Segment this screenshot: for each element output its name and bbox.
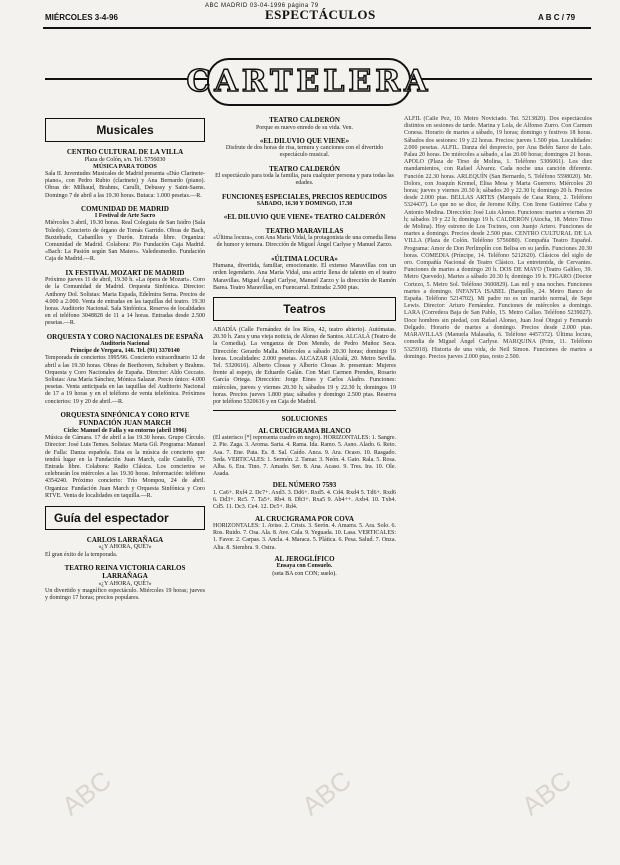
entry-title: TEATRO REINA VICTORIA CARLOS LARRAÑAGA [64,563,186,581]
entry-subtitle: MÚSICA PARA TODOS [93,163,157,170]
watermark-abc: ABC [516,764,577,822]
listing-entry [213,193,396,209]
entry-body: Porque es nuevo enredo de su vida. Ven. [255,124,354,131]
musicales-heading: Musicales [45,118,205,142]
entry-title: TEATRO CALDERÓN [269,116,340,124]
listing-entry [45,536,205,559]
entry-body: Sala II. Juventudes Musicales de Madrid presenta «Dúo Clarinete-piano», con Pedro Rubio (clarinete) y Ana Bernardo (piano). Obras de: Milhaud, Brahms, Carulli, Debussy y Saint-Saens. Domingo 7 de abril a las 19.30 horas. Butaca: 1.000 pesetas.—R. [45,170,205,199]
entry-body: «Última locura», con Ana María Vidal, la protagonista de una comedia llena de humor y ternura. Dirección de Miguel Ángel Carlyse y Manuel Zarzo. [213,235,396,249]
divider [213,410,396,411]
jeroglifico-heading: AL JEROGLÍFICO [274,554,335,563]
theatre-listings: ALFIL (Calle Pez, 10. Metro Noviciado. Tel. 5213820). Dos espectáculos distintos en sesiones de tarde. Marina y Lola, de Alfonso Zurro. Con Carmen Conesa. Horario de martes a sábado, 19 horas; domingo y festivos 18 horas. Sábados dos sesiones: 19 y 22 horas. Precios: jueves 1.500 ptas. Localidades: 2.000 pesetas. ALFIL. Danza del desprecio, por Ana Belén Sarce de Lalo. Palau 20 horas. De miércoles a sábado, a las 20.00 horas; domingos 21 horas. APOLO (Plaza de Tirso de Molina, 1. Teléfono 5306061). Los diez mandamientos, con Rafael Álvarez. Cada noche una canción diferente. Función 22.30 horas. ARLEQUÍN (San Bernardo, 5. Teléfono 5598020). Mr. Dolors, con Joaquín Kremel, Elisa Mesa y Marta Guerrero. Miércoles 20 horas; jueves y viernes 20.30 h; sábados 20 y 22.30 h; domingo 20 h. Precios desde 2.000 ptas. BELLAS ARTES (Marqués de Casa Riera, 2. Teléfono 5324437). Lo que no se dice, de Jerome Kilty. Con Irene Gutiérrez Caba y Antonio Medina. Dirección: José Luis Alonso. Funciones: martes a viernes 20 h; sábados 19 y 22 h; domingo 19 h. CALDERÓN (Atocha, 18. Metro Tirso de Molina). Hoy estreno de Los Tocinos, con Juanjo Artero. Funciones de martes a domingo. Precios desde 2.500 ptas. CENTRO CULTURAL DE LA VILLA (Plaza de Colón. Teléfono 5756080). Compañía Teatro Español. Programa: Amor de Don Perlimplín con Belisa en su jardín. Funciones 20.30 horas. COMEDIA (Príncipe, 14. Teléfono 5212620). Clásicos del siglo de oro. Compañía Nacional de Teatro Clásico. La entretenida, de Cervantes. Funciones de martes a domingo 20 h. DOS DE MAYO (Teatro Galileo, 39. Metro Quevedo). Martes a sábado 20.30 h; domingo 19 h. FIGARO (Doctor Cortezo, 5. Metro Sol. Teléfono 3600829). Las mil y una noches. Funciones martes a domingo. INFANTA ISABEL (Barquillo, 24. Metro Banco de España. Teléfono 5214702). Mi padre no es un marido normal, de Sepe Lewis. Director: Arturo Fernández. Funciones de miércoles a domingo. LARA (Corredera Baja de San Pablo, 15. Metro Callao. Teléfono 5239027). Doce hombres sin piedad, con Rafael Alonso, Juan José Otegui y Fernando Delgado. Horario de martes a domingo. Precios desde 2.000 ptas. MARAVILLAS (Manuela Malasaña, 6. Teléfono 4457372). Última locura, comedia de Miguel Ángel Carlyse. MARQUINA (Prim, 11. Teléfono 5325918). Historia de una vida, de Neil Simon. Funciones de martes a domingo. Precios jueves 2.000 ptas, resto 2.500. [404,116,592,360]
banner-rule-left [45,78,207,80]
banner-rule-right [407,78,592,80]
banner-title: CARTELERA [186,64,432,100]
cartelera-banner [186,58,432,106]
teatros-listings: ABADÍA (Calle Fernández de los Ríos, 42, teatro abierto). Autómatas. 20.30 h. Zara y una vieja noticia, de Alonso de Santos. ALCALÁ (Teatro de la Comedia). La venganza de Don Mendo, de Pedro Muñoz Seca. Dirección: Gerardo Malla. Miércoles a sábado 20.30 horas; domingo 19 horas. Localidades: 2.000 pesetas. ALCAZAR (Alcalá, 20. Metro Sevilla. Tel. 5320616). Alberto Closas y Alberto Closas Jr. presentan: Mujeres frente al espejo, de Eduardo Galán. Con Mari Carmen Prendes, Rosario García Ortega. Dirección: Jorge Eines y Carlos Aladro. Funciones: miércoles, jueves y viernes 20.30 h; sábados 19 y 22.30 h; domingos 19 horas. Precios jueves 1.800 ptas; sábados y domingo 2.500 ptas. Reserva por teléfono 5320616 y en Caja de Madrid. [213,326,396,405]
entry-title: TEATRO CALDERÓN [269,164,340,173]
entry-body: Temporada de conciertos 1995/96. Concierto extraordinario 12 de abril a las 19.30 horas. Obras de Beethoven, Schubert y Brahms. Orquesta y Coro Nacionales de España. Director: Aldo Ceccato. Solistas: Ana María Sánchez, Mónica Salazar. Precio único: 4.000 pesetas. Venta anticipada en las taquillas del Auditorio Nacional de 17 a 19 horas y en el teléfono de venta telefónica. Próximos conciertos: 19 y 20 de abril.—R. [45,355,205,405]
jeroglifico-answer: Ensaya con Consuelo. [276,563,333,570]
entry-subtitle: Ciclo: Manuel de Falla y su entorno (abril 1996) [63,427,187,434]
listing-entry [213,165,396,188]
numero-text: 1. Ca6+. Rxf4 2. Dc7+. Axd3. 3. Dd6+. Rxd5. 4. Cd4. Rxd4 5. Td6+. Rxd6 6. Dd3+. Rc5. 7. Ta5+. Rb4. 8. Db3+. Rxa5 9. Ab4++. Axb4. 10. Txb4. Cd5. 11. Dc3. Ce4. 12. Dc5+. Rd4. [213,489,396,511]
numero-heading: DEL NÚMERO 7593 [272,481,337,490]
column-teatros [213,116,396,854]
listing-entry [213,116,396,132]
listing-entry [45,148,205,200]
page-date: MIÉRCOLES 3-4-96 [45,13,118,22]
page-header [0,0,620,28]
entry-subtitle: Príncipe de Vergara, 146. Tel. (91) 3370140 [70,348,180,355]
entry-title: ORQUESTA Y CORO NACIONALES DE ESPAÑA [46,332,204,341]
entry-title: ORQUESTA SINFÓNICA Y CORO RTVE FUNDACIÓN JUAN MARCH [60,410,190,428]
entry-body: Humana, divertida, familiar, emocionante. El extenso Maravillas con un orden legendario. Ana María Vidal, una actriz llena de talento en el teatro Maravillas. Miguel Ángel Carlyse, Manuel Zarzo y la dirección de Ramón Barea. Teatro Maravillas, en Fuencarral. Entrada: 2.500 ptas. [213,263,396,291]
teatros-heading: Teatros [213,297,396,321]
entry-title: TEATRO MARAVILLAS [265,226,344,235]
entry-title: CENTRO CULTURAL DE LA VILLA [66,148,184,156]
listing-entry [213,227,396,250]
entry-subtitle: Auditorio Nacional [100,341,150,348]
entry-subtitle: «¿Y AHORA, QUÉ?» [98,580,152,587]
entry-body: Próximo jueves 11 de abril, 19.30 h. «La ópera de Mozart». Coro de la Comunidad de Madrid. Orquesta Sinfónica. Director: Anthony Dol. Solistas: Maria Espada, Edelmira Serna. Precios de 4.000 a 2.000. Venta de entradas en las taquillas del teatro. 19.30 horas. Auditorio Nacional. Sala Sinfónica. Reserva de localidades en el teléfono 3048828 de 11 a 14 horas. Entradas desde 2.500 pesetas.—R. [45,277,205,327]
soluciones-heading: SOLUCIONES [281,415,328,424]
entry-title: COMUNIDAD DE MADRID [81,204,169,213]
listing-entry [213,213,396,222]
entry-subtitle: SÁBADO, 16.30 Y DOMINGO, 17.30 [256,201,353,208]
entry-title: CARLOS LARRAÑAGA [86,535,164,544]
jeroglifico-explanation: (seta BA con CON; suelo). [272,570,337,577]
watermark-abc: ABC [296,764,357,822]
entry-title: «EL DILUVIO QUE VIENE» TEATRO CALDERÓN [223,213,386,222]
column-musicales [45,118,205,853]
column-teatros-listado [404,116,592,854]
crucigrama-cova-text: HORIZONTALES: 1. Aviso. 2. Crisis. 3. Serón. 4. Amarra. 5. Ara. Solo. 6. Ros. Ruido. 7. Osa. Ala. 8. Ave. Cala. 9. Yeguada. 10. Lasa. VERTICALES: 1. Favor. 2. Carpas. 3. Ancla. 4. Maraca. 5. Plática. 6. Pesa. Salud. 7. Onza. Alta. 8. Siembra. 9. Ostra. [213,523,396,551]
entry-title: IX FESTIVAL MOZART DE MADRID [65,268,185,277]
listing-entry [45,269,205,328]
watermark-abc: ABC [56,764,117,822]
entry-body: Disfrute de dos horas de risa, ternura y canciones con el divertido espectáculo musical. [225,145,384,159]
listing-entry [45,411,205,500]
header-rule [43,27,591,29]
listing-entry [45,205,205,264]
entry-subtitle: I Festival de Arte Sacro [94,213,156,220]
entry-body: El espectáculo para toda la familia, para cualquier persona y para todas las edades. [215,173,394,187]
entry-title: «EL DILUVIO QUE VIENE» [259,136,350,145]
listing-entry [45,333,205,406]
listing-entry [45,564,205,603]
entry-subtitle: «¿Y AHORA, QUÉ?» [98,544,152,551]
archive-stamp: ABC MADRID 03-04-1996 página 79 [205,3,319,9]
entry-title: FUNCIONES ESPECIALES, PRECIOS REDUCIDOS [222,192,387,201]
crucigrama-blanco-heading: AL CRUCIGRAMA BLANCO [258,426,351,435]
page-folio: A B C / 79 [538,13,576,22]
entry-body: Miércoles 3 abril, 19.30 horas. Real Colegiata de San Isidro (Sala Toledo). Concierto de órgano de Tomás Garrido. Obras de Bach, Buxtehude, Cabanilles y Durón. Entrada libre. Organiza: Comunidad de Madrid. Colabora: Pio Fundación Caja Madrid. «Bach: La Pasión según San Mateo». Valedesmedio. Fundación Caja de Madrid.—R. [45,220,205,263]
crucigrama-cova-heading: AL CRUCIGRAMA POR COVA [255,514,354,523]
entry-body: Un divertido y magnífico espectáculo. Miércoles 19 horas; jueves y domingo 17 horas; precios populares. [45,588,205,602]
entry-body: Música de Cámara. 17 de abril a las 19.30 horas. Grupo Círculo. Director: José Luis Temes. Solistas: Marta Gil. Programa: Manuel de Falla: Danza española. Esta es la música de concierto que tendrá lugar en la Fundación Juan March, calle Castelló, 77. Entrada libre. Colabora: Radio Clásica. Los conciertos se celebrarán los miércoles a las 19.30 horas. Información: teléfono 4354240. Próximo concierto: Trío Mompou, 24 de abril. Organiza: Fundación Juan March y Orquesta Sinfónica y Coro RTVE. Venta de localidades en taquilla.—R. [45,435,205,499]
section-title: ESPECTÁCULOS [265,7,376,22]
listing-entry [213,137,396,160]
guia-heading: Guía del espectador [45,506,205,530]
listing-entry [213,255,396,292]
entry-title: «ÚLTIMA LOCURA» [271,254,338,263]
entry-subtitle: Plaza de Colón, s/n. Tel. 5756030 [84,156,166,163]
crucigrama-blanco-text: (El asterisco [*] representa cuadro en negro). HORIZONTALES: 1. Sangre. 2. Pie. Zaga. 3. Aroma. Sarta. 4. Rama. Ida. Ramo. 5. Asno. Alado. 6. Reto. Asa. 7. Ene. Pata. Es. 8. Sal. Caído. Anca. 9. Ara. Ocaso. 10. Rasgado. Seda. VERTICALES: 1. Sermón. 2. Tamar. 3. Neón. 4. Gato. Rala. 5. Rosa. Alba. 6. Era. Tino. 7. Amado. Ser. 8. Ana. Acaso. 9. Tres. Ira. 10. Ole. Asada. [213,435,396,478]
entry-body: El gran éxito de la temporada. [45,551,118,558]
